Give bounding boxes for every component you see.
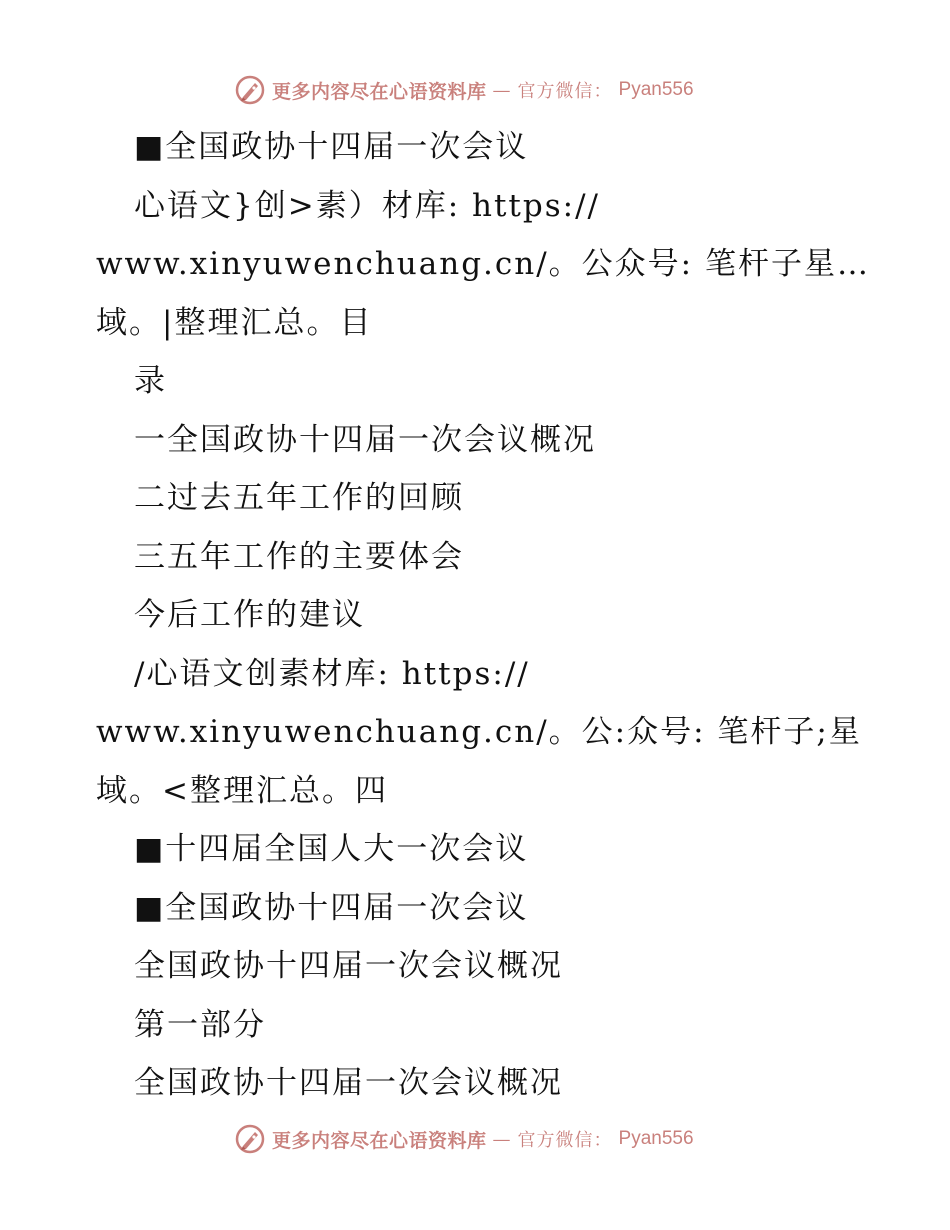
section-heading: ■十四届全国人大一次会议	[134, 831, 529, 867]
section-heading: ■全国政协十四届一次会议	[134, 889, 529, 926]
text-line: /心语文创素材库: https://	[134, 655, 530, 692]
toc-item: 一全国政协十四届一次会议概况	[134, 421, 596, 458]
banner-wechat-label: 官方微信：	[517, 1130, 613, 1151]
text-line: 录	[134, 363, 167, 399]
text-line: www.xinyuwenchuang.cn/。公众号: 笔杆子星…	[96, 246, 870, 282]
text-line: 域。<整理汇总。四	[96, 772, 388, 809]
text-line: 心语文}创>素）材库: https://	[134, 187, 600, 224]
text-line: www.xinyuwenchuang.cn/。公:众号: 笔杆子;星	[96, 714, 862, 750]
text-line: 域。|整理汇总。目	[96, 304, 373, 341]
pen-logo-icon	[234, 74, 266, 106]
banner-wechat-id: Pyan556	[618, 1128, 694, 1149]
toc-item: 二过去五年工作的回顾	[134, 480, 464, 516]
toc-item: 今后工作的建议	[134, 597, 365, 633]
document-body	[96, 118, 870, 1113]
text-line: 全国政协十四届一次会议概况	[134, 1065, 563, 1101]
banner-wechat-id: Pyan556	[618, 79, 694, 100]
pen-logo-icon	[234, 1123, 266, 1155]
text-line: ■全国政协十四届一次会议	[134, 129, 529, 165]
part-heading: 第一部分	[134, 1006, 266, 1043]
toc-item: 三五年工作的主要体会	[134, 538, 464, 575]
banner-wechat-label: 官方微信：	[517, 81, 613, 102]
header-watermark-banner	[234, 72, 694, 108]
banner-dash: —	[492, 79, 512, 101]
text-line: 全国政协十四届一次会议概况	[134, 948, 563, 984]
footer-watermark-banner	[234, 1121, 694, 1157]
banner-main-text: 更多内容尽在心语资料库	[272, 80, 487, 103]
banner-main-text: 更多内容尽在心语资料库	[272, 1129, 487, 1152]
banner-dash: —	[492, 1128, 512, 1150]
